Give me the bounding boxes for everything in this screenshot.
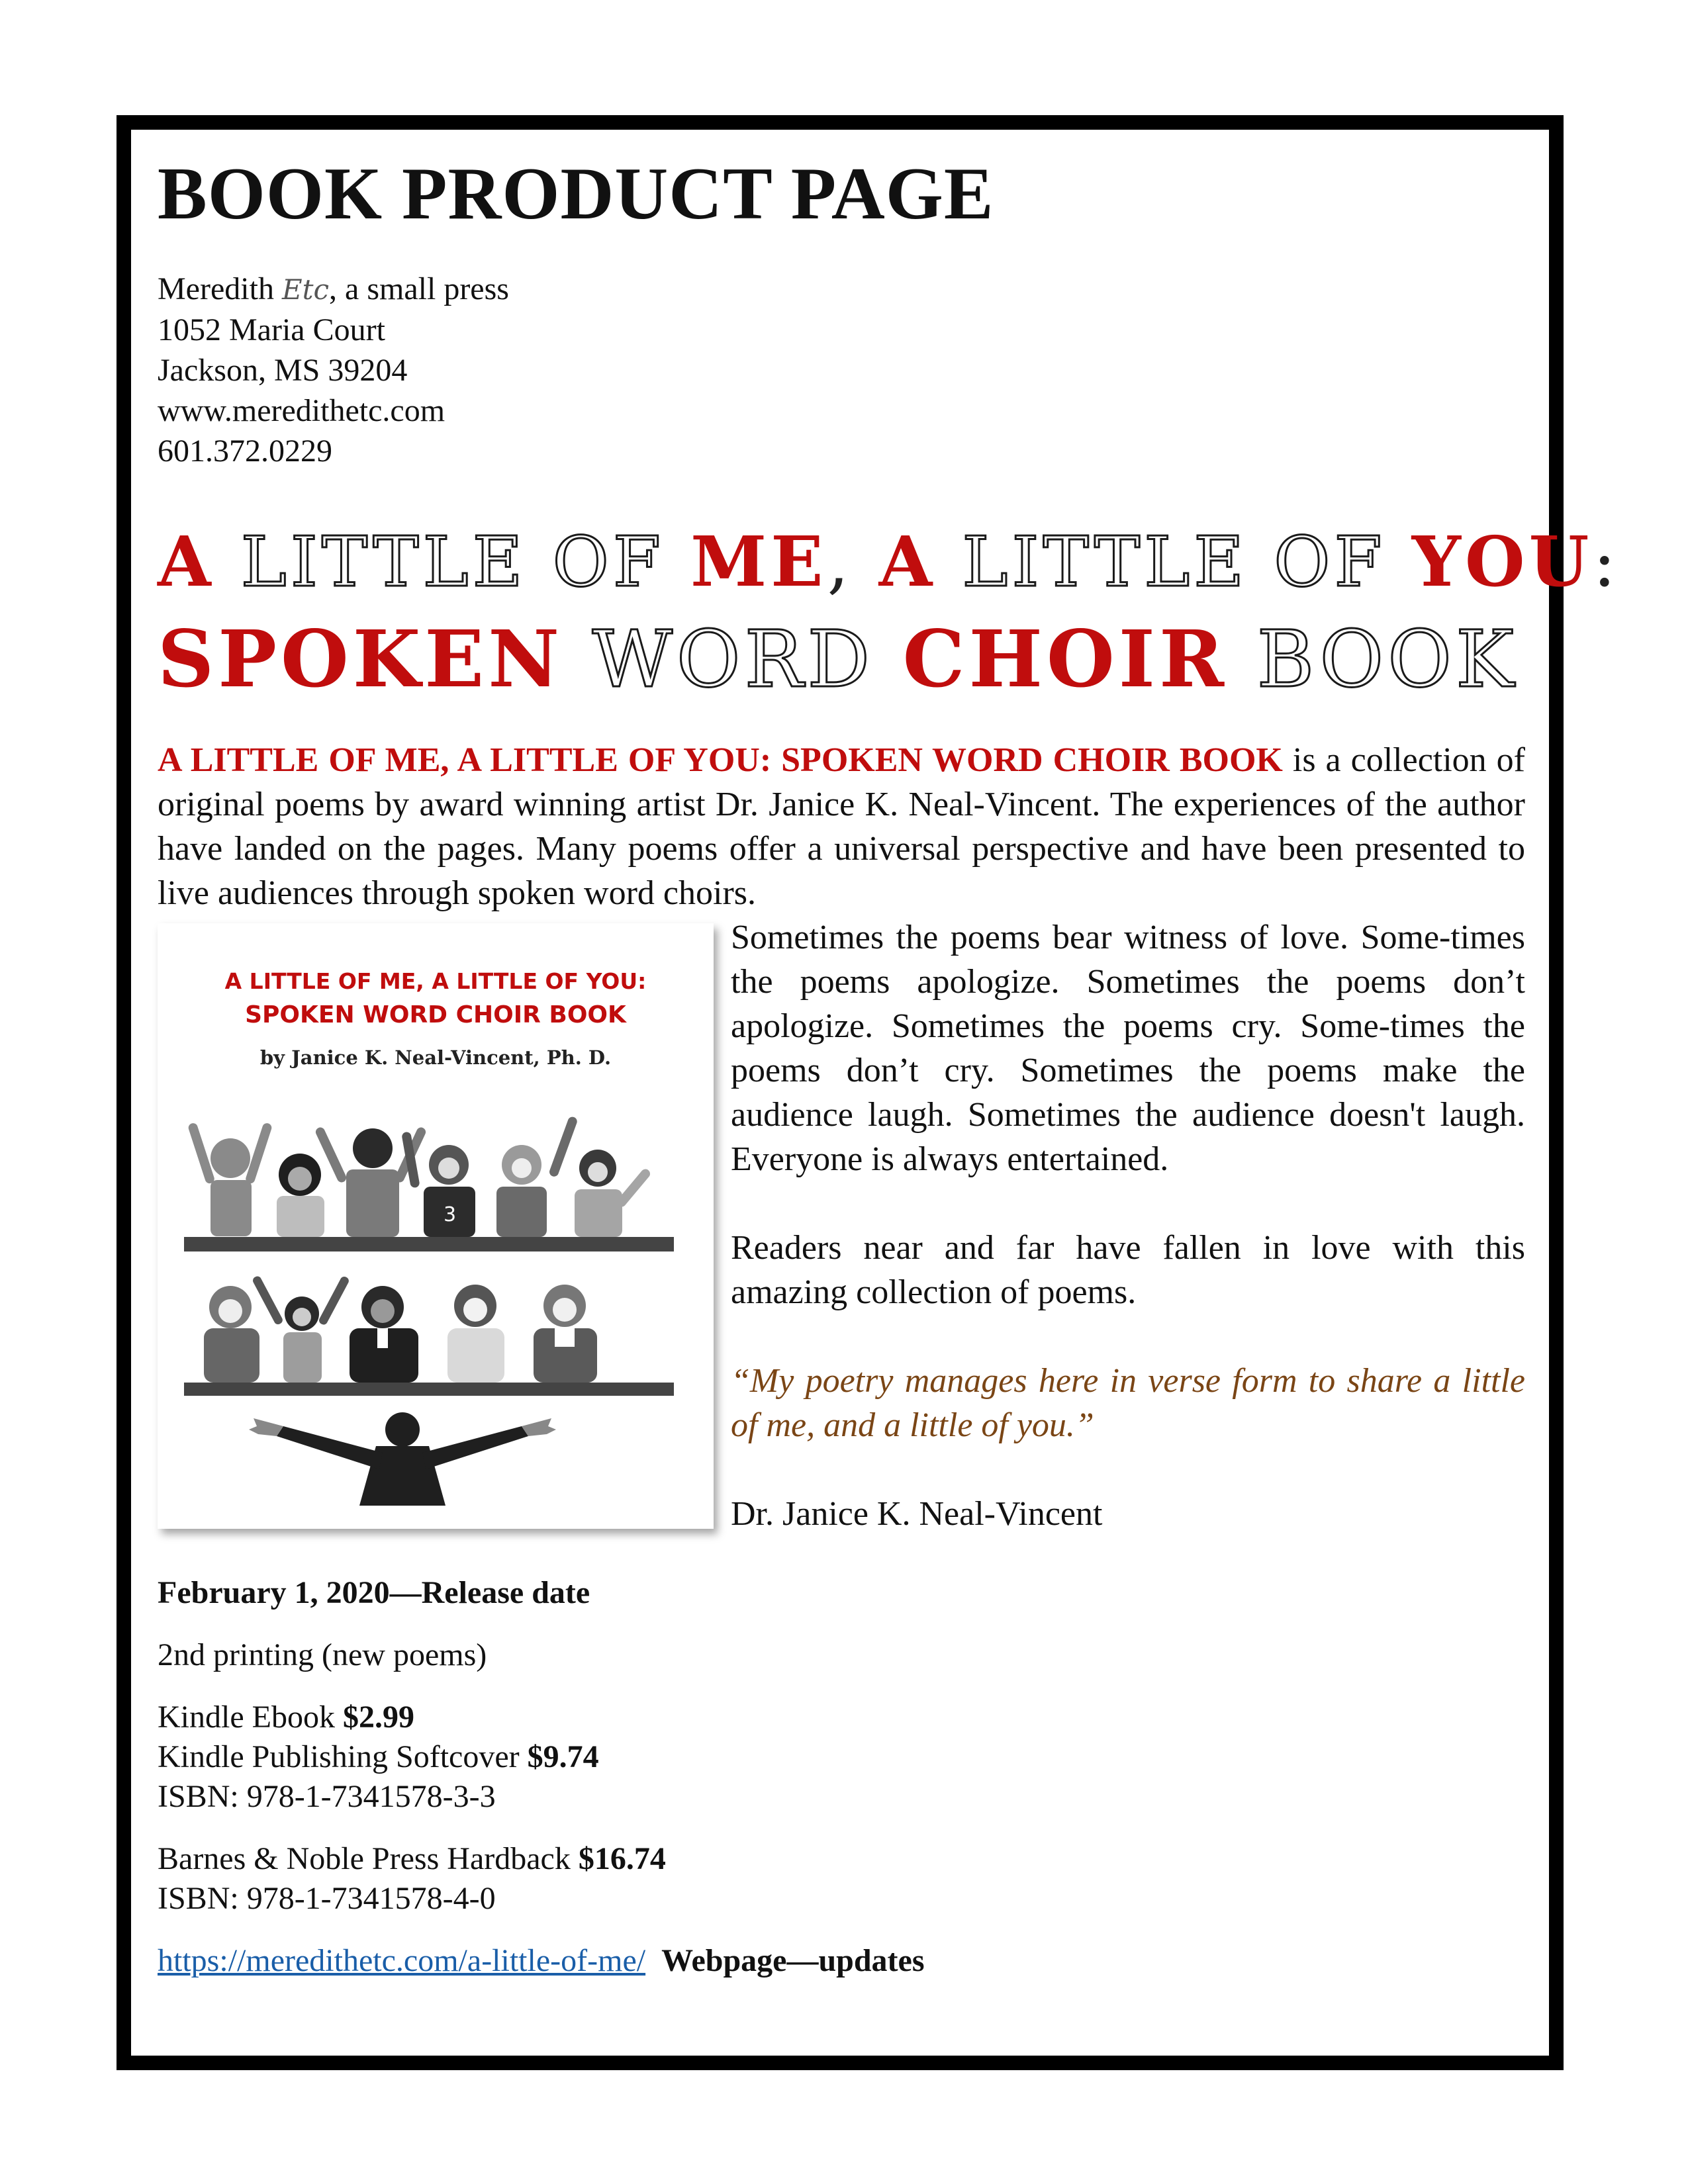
press-address1: 1052 Maria Court <box>158 312 385 348</box>
page-border <box>117 115 1620 2070</box>
softcover-isbn: ISBN: 978-1-7341578-3-3 <box>158 1778 496 1814</box>
book-cover-image <box>158 923 714 1529</box>
quote-attribution: Dr. Janice K. Neal-Vincent <box>731 1494 1103 1533</box>
cover-title-line2: SPOKEN WORD CHOIR BOOK <box>245 1001 626 1028</box>
softcover-label: Kindle Publishing Softcover <box>158 1739 528 1774</box>
release-date: February 1, 2020—Release date <box>158 1574 590 1610</box>
press-info <box>158 269 1525 471</box>
softcover-price: $9.74 <box>527 1739 599 1774</box>
description-continued <box>731 915 1525 1536</box>
title-word: SPOKEN <box>158 613 564 705</box>
description-intro <box>158 738 1525 915</box>
title-word: A <box>158 521 215 603</box>
cover-and-text-row <box>158 915 1525 1536</box>
press-website: www.meredithetc.com <box>158 393 445 429</box>
page-title: BOOK PRODUCT PAGE <box>158 153 994 235</box>
book-title <box>158 519 1620 709</box>
title-word: YOU <box>1411 521 1593 603</box>
cover-byline: by Janice K. Neal-Vincent, Ph. D. <box>259 1046 612 1069</box>
web-line <box>158 1941 1525 1981</box>
hardback-label: Barnes & Noble Press Hardback <box>158 1841 579 1876</box>
hardback-isbn: ISBN: 978-1-7341578-4-0 <box>158 1880 496 1916</box>
readers-paragraph: Readers near and far have fallen in love with this amazing collection of poems. <box>731 1228 1525 1311</box>
hardback-format <box>158 1839 1525 1919</box>
title-word: CHOIR <box>902 613 1229 705</box>
cover-title-line1: A LITTLE OF ME, A LITTLE OF YOU: <box>224 968 647 994</box>
book-title-line2 <box>158 610 1525 709</box>
author-quote: “My poetry manages here in verse form to share a little of me, and a little of you.” <box>731 1361 1525 1444</box>
title-word: ME <box>690 521 827 603</box>
title-word: A <box>878 521 937 603</box>
release-info <box>158 1573 1525 1981</box>
press-suffix: , a small press <box>329 271 509 307</box>
book-title-line1 <box>158 519 1620 605</box>
title-comma: , <box>827 522 853 603</box>
printing-note: 2nd printing (new poems) <box>158 1637 487 1672</box>
page-content <box>158 150 1620 2003</box>
jersey-number: 3 <box>444 1203 457 1226</box>
title-word: LITTLE OF <box>962 522 1386 603</box>
ebook-price: $2.99 <box>342 1699 414 1735</box>
title-word: LITTLE OF <box>240 522 665 603</box>
ebook-label: Kindle Ebook <box>158 1699 343 1735</box>
webpage-label: Webpage—updates <box>661 1942 925 1978</box>
description-paragraph: Sometimes the poems bear witness of love. Some-times the poems apologize. Sometimes the poems don’t apologize. Sometimes the poems cry. Some-times the poems don’t cry. Sometimes the poems make the audience laugh. Sometimes the audience doesn't laugh. Everyone is always entertained. <box>731 918 1525 1178</box>
kindle-formats <box>158 1698 1525 1817</box>
title-word: BOOK <box>1256 614 1519 705</box>
title-colon: : <box>1593 522 1620 603</box>
webpage-link[interactable]: https://meredithetc.com/a-little-of-me/ <box>158 1942 646 1978</box>
hardback-price: $16.74 <box>578 1841 666 1876</box>
press-name-line <box>158 269 1525 310</box>
press-address2: Jackson, MS 39204 <box>158 353 408 388</box>
title-word: WORD <box>592 614 874 705</box>
etc-logo: Etc <box>281 273 330 306</box>
description-intro-text: is a collection of original poems by award winning artist Dr. Janice K. Neal-Vincent. The experiences of the author have landed on the pages. Many poems offer a universal perspective and have been presented to live audiences through spoken word choirs. <box>158 741 1526 912</box>
description-book-title: A LITTLE OF ME, A LITTLE OF YOU: SPOKEN WORD CHOIR BOOK <box>158 741 1283 779</box>
choir-illustration <box>184 1095 687 1506</box>
press-phone: 601.372.0229 <box>158 433 332 469</box>
press-name: Meredith <box>158 271 274 307</box>
